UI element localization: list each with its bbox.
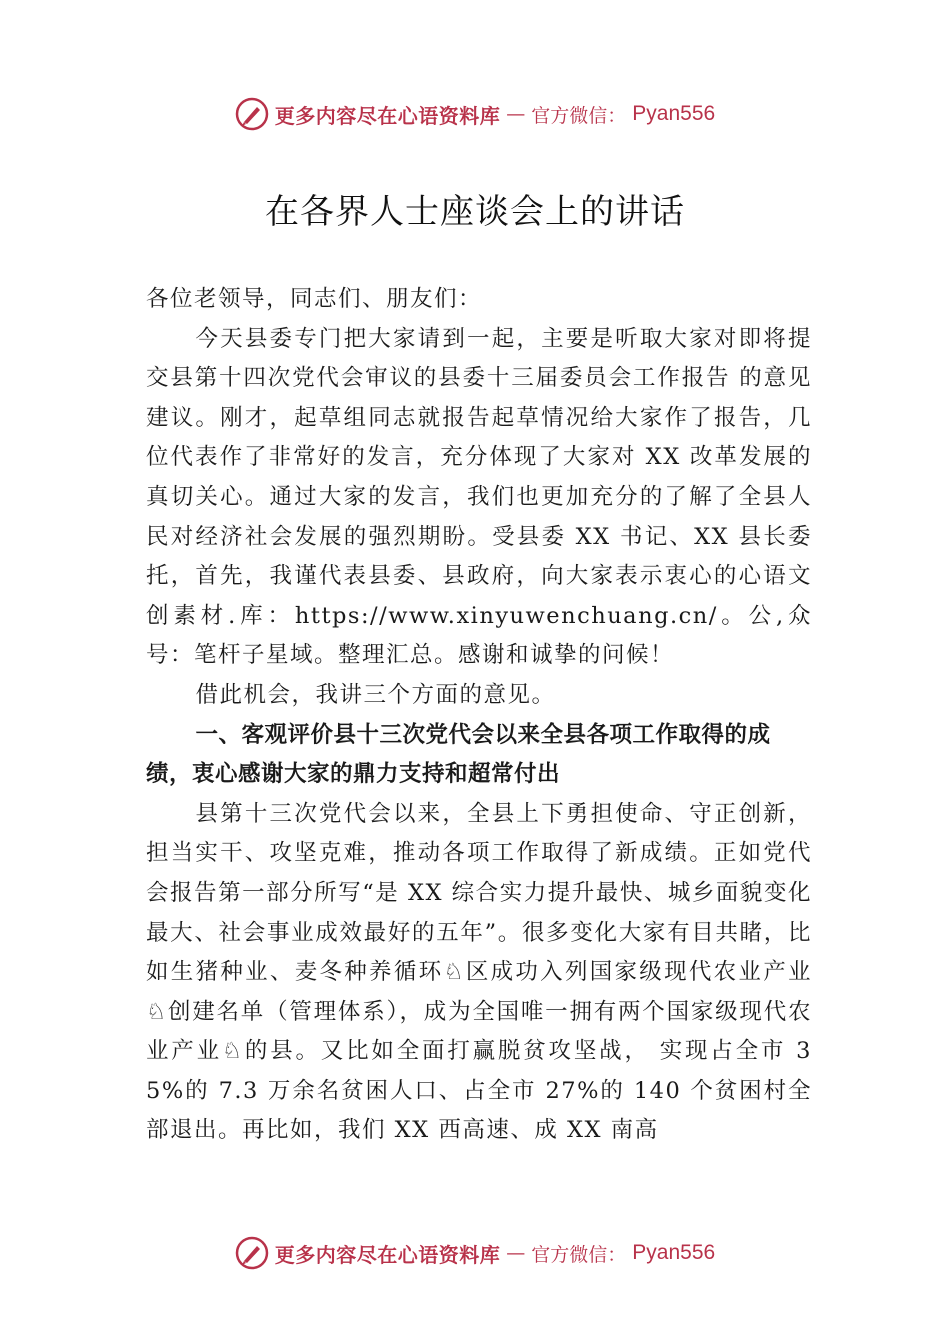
paragraph-3: 县第十三次党代会以来，全县上下勇担使命、守正创新，担当实干、攻坚克难，推动各项工作取得了新成绩。正如党代会报告第一部分所写“是 XX 综合实力提升最快、城乡面貌变化最大、社会事业成效最好的五年”。很多变化大家有目共睹，比如生猪种业、麦冬种养循环♘区成功入列国家级现代农业产业♘创建名单（管理体系），成为全国唯一拥有两个国家级现代农业产业♘的县。又比如全面打赢脱贫攻坚战， 实现占全市 35%的 7.3 万余名贫困人口、占全市 27%的 140 个贫困村全部退出。再比如，我们 XX 西高速、成 XX 南高: [146, 800, 812, 1144]
watermark-id: Pyan556: [632, 1241, 716, 1264]
paragraph-1: 今天县委专门把大家请到一起，主要是听取大家对即将提交县第十四次党代会审议的县委十三届委员会工作报告 的意见建议。刚才，起草组同志就报告起草情况给大家作了报告，几位代表作了非常好的发言，充分体现了大家对 XX 改革发展的真切关心。通过大家的发言，我们也更加充分的了解了全县人民对经济社会发展的强烈期盼。受县委 XX 书记、XX 县长委托，首先，我谨代表县委、县政府，向大家表示衷心的心语文创素材.库：https://www.xinyuwenchuang.cn/。公,众号：笔杆子星域。整理汇总。感谢和诚挚的问候！: [146, 325, 812, 669]
watermark-id: Pyan556: [632, 102, 716, 125]
document-body: [146, 280, 812, 1151]
watermark-label: 官方微信：: [531, 104, 627, 127]
footer-watermark: [0, 1233, 950, 1273]
watermark-separator: —: [506, 1242, 526, 1264]
watermark-separator: —: [506, 103, 526, 125]
salutation: 各位老领导，同志们、朋友们：: [146, 286, 483, 312]
watermark-text: 更多内容尽在心语资料库: [274, 1242, 501, 1267]
paragraph-2: 借此机会，我讲三个方面的意见。: [195, 681, 556, 708]
pen-logo-icon: [235, 1236, 269, 1270]
page-title: 在各界人士座谈会上的讲话: [265, 192, 685, 232]
watermark-label: 官方微信：: [531, 1243, 627, 1266]
section-heading-1: 一、客观评价县十三次党代会以来全县各项工作取得的成绩，衷心感谢大家的鼎力支持和超常付出: [146, 721, 771, 788]
watermark-text: 更多内容尽在心语资料库: [274, 103, 501, 128]
header-watermark: [0, 94, 950, 134]
pen-logo-icon: [235, 97, 269, 131]
